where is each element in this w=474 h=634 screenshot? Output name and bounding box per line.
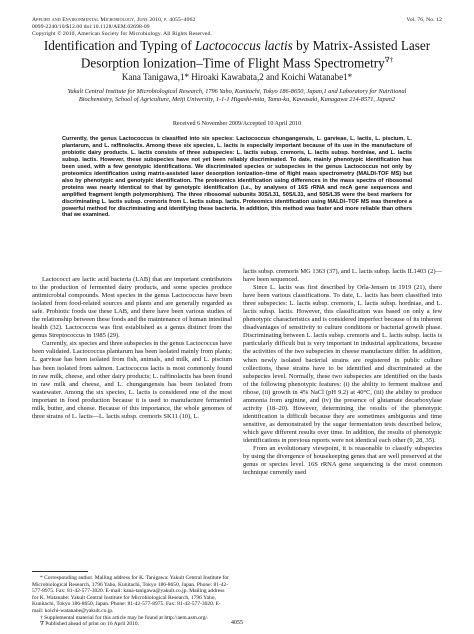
author-affiliations: Yakult Central Institute for Microbiological Research, 1796 Yaho, Kunitachi, Tokyo 186-8650, Japan,1 and Laboratory for Nutritional Biochemistry, School of Agriculture, Meiji University, 1-1-1 Higashi-mita, Tama-ku, Kawasaki, Kanagawa 214-8571, Japan2 [67,88,407,103]
published-ahead-footnote: ∇ Published ahead of print on 16 April 2010. [40,621,140,628]
body-paragraph: From an evolutionary viewpoint, it is reasonable to classify subspecies by using the divergence of housekeeping genes that are well preserved at the genus or species level. 16S rRNA gene sequencing is the most common technique currently used [243,445,442,477]
author-list: Kana Tanigawa,1* Hiroaki Kawabata,2 and Koichi Watanabe1* [121,72,353,82]
body-paragraph: Currently, six species and three subspecies in the genus Lactococcus have been validated. Lactococcus plantarum has been isolated mainly from plants; L. garvieae has been isolated from fish, animals, and milk, and L. piscium has been isolated from salmon. Lactococcus lactis is most commonly found in raw milk, cheese, and other dairy products; L. raffinolactis has been found in raw milk and cheese, and L. chungangensis has been isolated from wastewater. Among the six species, L. lactis is considered one of the most important in food production because it is used to manufacture fermented milk, butter, and cheese. Because of this importance, the whole genomes of three strains of L. lactis—L. lactis subsp. cremoris SK11 (10), L. [32,340,232,420]
volume-issue: Vol. 76, No. 12 [406,17,442,23]
body-column-left [32,268,232,421]
title-part-1: Identification and Typing of [43,38,196,53]
journal-citation: Applied and Environmental Microbiology, June 2010, p. 4055–4062 [32,17,196,23]
copyright-line: Copyright © 2010, American Society for Microbiology. All Rights Reserved. [32,31,212,37]
received-accepted-dates: Received 6 November 2009/Accepted 10 April 2010 [172,121,302,127]
corresponding-author-footnote: * Corresponding author. Mailing address for K. Tanigawa: Yakult Central Institute for Microbiological Research, 1796 Yaho, Kunitachi, Tokyo 186-8650, Japan. Phone: 81-42-577-8975. Fax: 81-42-577-3020. E-mail: kana-tanigawa@yakult.co.jp. Mailing address for K. Watanabe: Yakult Central Institute for Microbiological Research, 1796 Yaho, Kunitachi, Tokyo 186-8650, Japan. Phone: 81-42-577-8975. Fax: 81-42-577-3020. E-mail: koichi-watanabe@yakult.co.jp. [32,575,229,614]
doi-line: 0099-2240/10/$12.00 doi:10.1128/AEM.02698-09 [32,24,150,30]
page-number: 4055 [231,620,243,626]
title-footnote-marks: ∇† [384,56,394,64]
body-column-right [243,268,442,477]
body-paragraph: Lactococci are lactic acid bacteria (LAB) that are important contributors to the production of fermented dairy products, and some species produce antimicrobial compounds. Most species in the genus Lactococcus have been isolated from food-related sources and plants and are generally regarded as safe. Probiotic foods use these LAB, and there have been various studies of the relationship between these foods and the maintenance of human intestinal health (32). Lactococcus was first established as a genus distinct from the genus Streptococcus in 1985 (29). [32,276,232,340]
title-part-2: by Matrix-Assisted Laser Desorption Ionization–Time of Flight Mass Spectrometry [80,38,431,71]
body-paragraph: lactis subsp. cremoris MG 1363 (37), and L. lactis subsp. lactis IL1403 (2)—have been sequenced. [243,268,442,284]
footnote-divider [32,571,88,572]
abstract: Currently, the genus Lactococcus is classified into six species: Lactococcus chungangensis, L. garvieae, L. lactis, L. piscium, L. plantarum, and L. raffinolactis. Among these six species, L. lactis is especially important because of its use in the manufacture of probiotic dairy products. L. lactis consists of three subspecies: L. lactis subsp. cremoris, L. lactis subsp. hordniae, and L. lactis subsp. lactis. However, these subspecies have not yet been reliably discriminated. To date, mainly phenotypic identification has been used, with a few genotypic identifications. We discriminated species or subspecies in the genus Lactococcus not only by proteomics identification using matrix-assisted laser desorption ionization–time of flight mass spectrometry (MALDI-TOF MS) but also by phenotypic and genotypic identification. The proteomics identification using differences in the mass spectra of ribosomal proteins was nearly identical to that by genotypic identification (i.e., by analyses of 16S rRNA and recA gene sequences and amplified fragment length polymorphism). The three ribosomal subunits 30S/L31, 50S/L31, and 50S/L35 were the best markers for discriminating L. lactis subsp. cremoris from L. lactis subsp. lactis. Proteomics identification using MALDI–TOF MS was therefore a powerful method for discriminating and identifying these bacteria. In addition, this method was faster and more reliable than others that we examined. [62,136,412,219]
title-species: Lactococcus lactis [195,38,293,53]
body-paragraph: Since L. lactis was first described by Orla-Jensen in 1919 (21), there have been various classifications. To date, L. lactis has been classified into three subspecies: L. lactis subsp. cremoris, L. lactis subsp. hordniae, and L. lactis subsp. lactis. However, this classification was based on only a few phenotypic characteristics and is considered imperfect because of its inherent disadvantages of sensitivity to culture conditions or bacterial growth phase. Discriminating between L. lactis subsp. cremoris and L. lactis subsp. lactis is particularly difficult but is very important in industrial applications, because the activities of the two subspecies in cheese manufacture differ. In addition, when newly isolated bacterial strains are registered in public culture collections, these strains have to be identified and discriminated at the subspecies level. Normally, these two subspecies are identified on the basis of the following phenotypic features: (i) the ability to ferment maltose and ribose, (ii) growth in 4% NaCl (pH 9.2) at 40°C, (iii) the ability to produce ammonia from arginine, and (iv) the presence of glutamate decarboxylase activity (18–20). However, determining the results of the phenotypic identification is difficult because they are sometimes ambiguous and time sensitive, as demonstrated by the sugar fermentation tests described below, which gave different results over time. In addition, the results of phenotypic identifications in previous reports were not identical each other (9, 28, 35). [243,284,442,444]
article-title [30,38,444,70]
supplemental-material-footnote: † Supplemental material for this article may be found at http://aem.asm.org/. [40,614,209,621]
